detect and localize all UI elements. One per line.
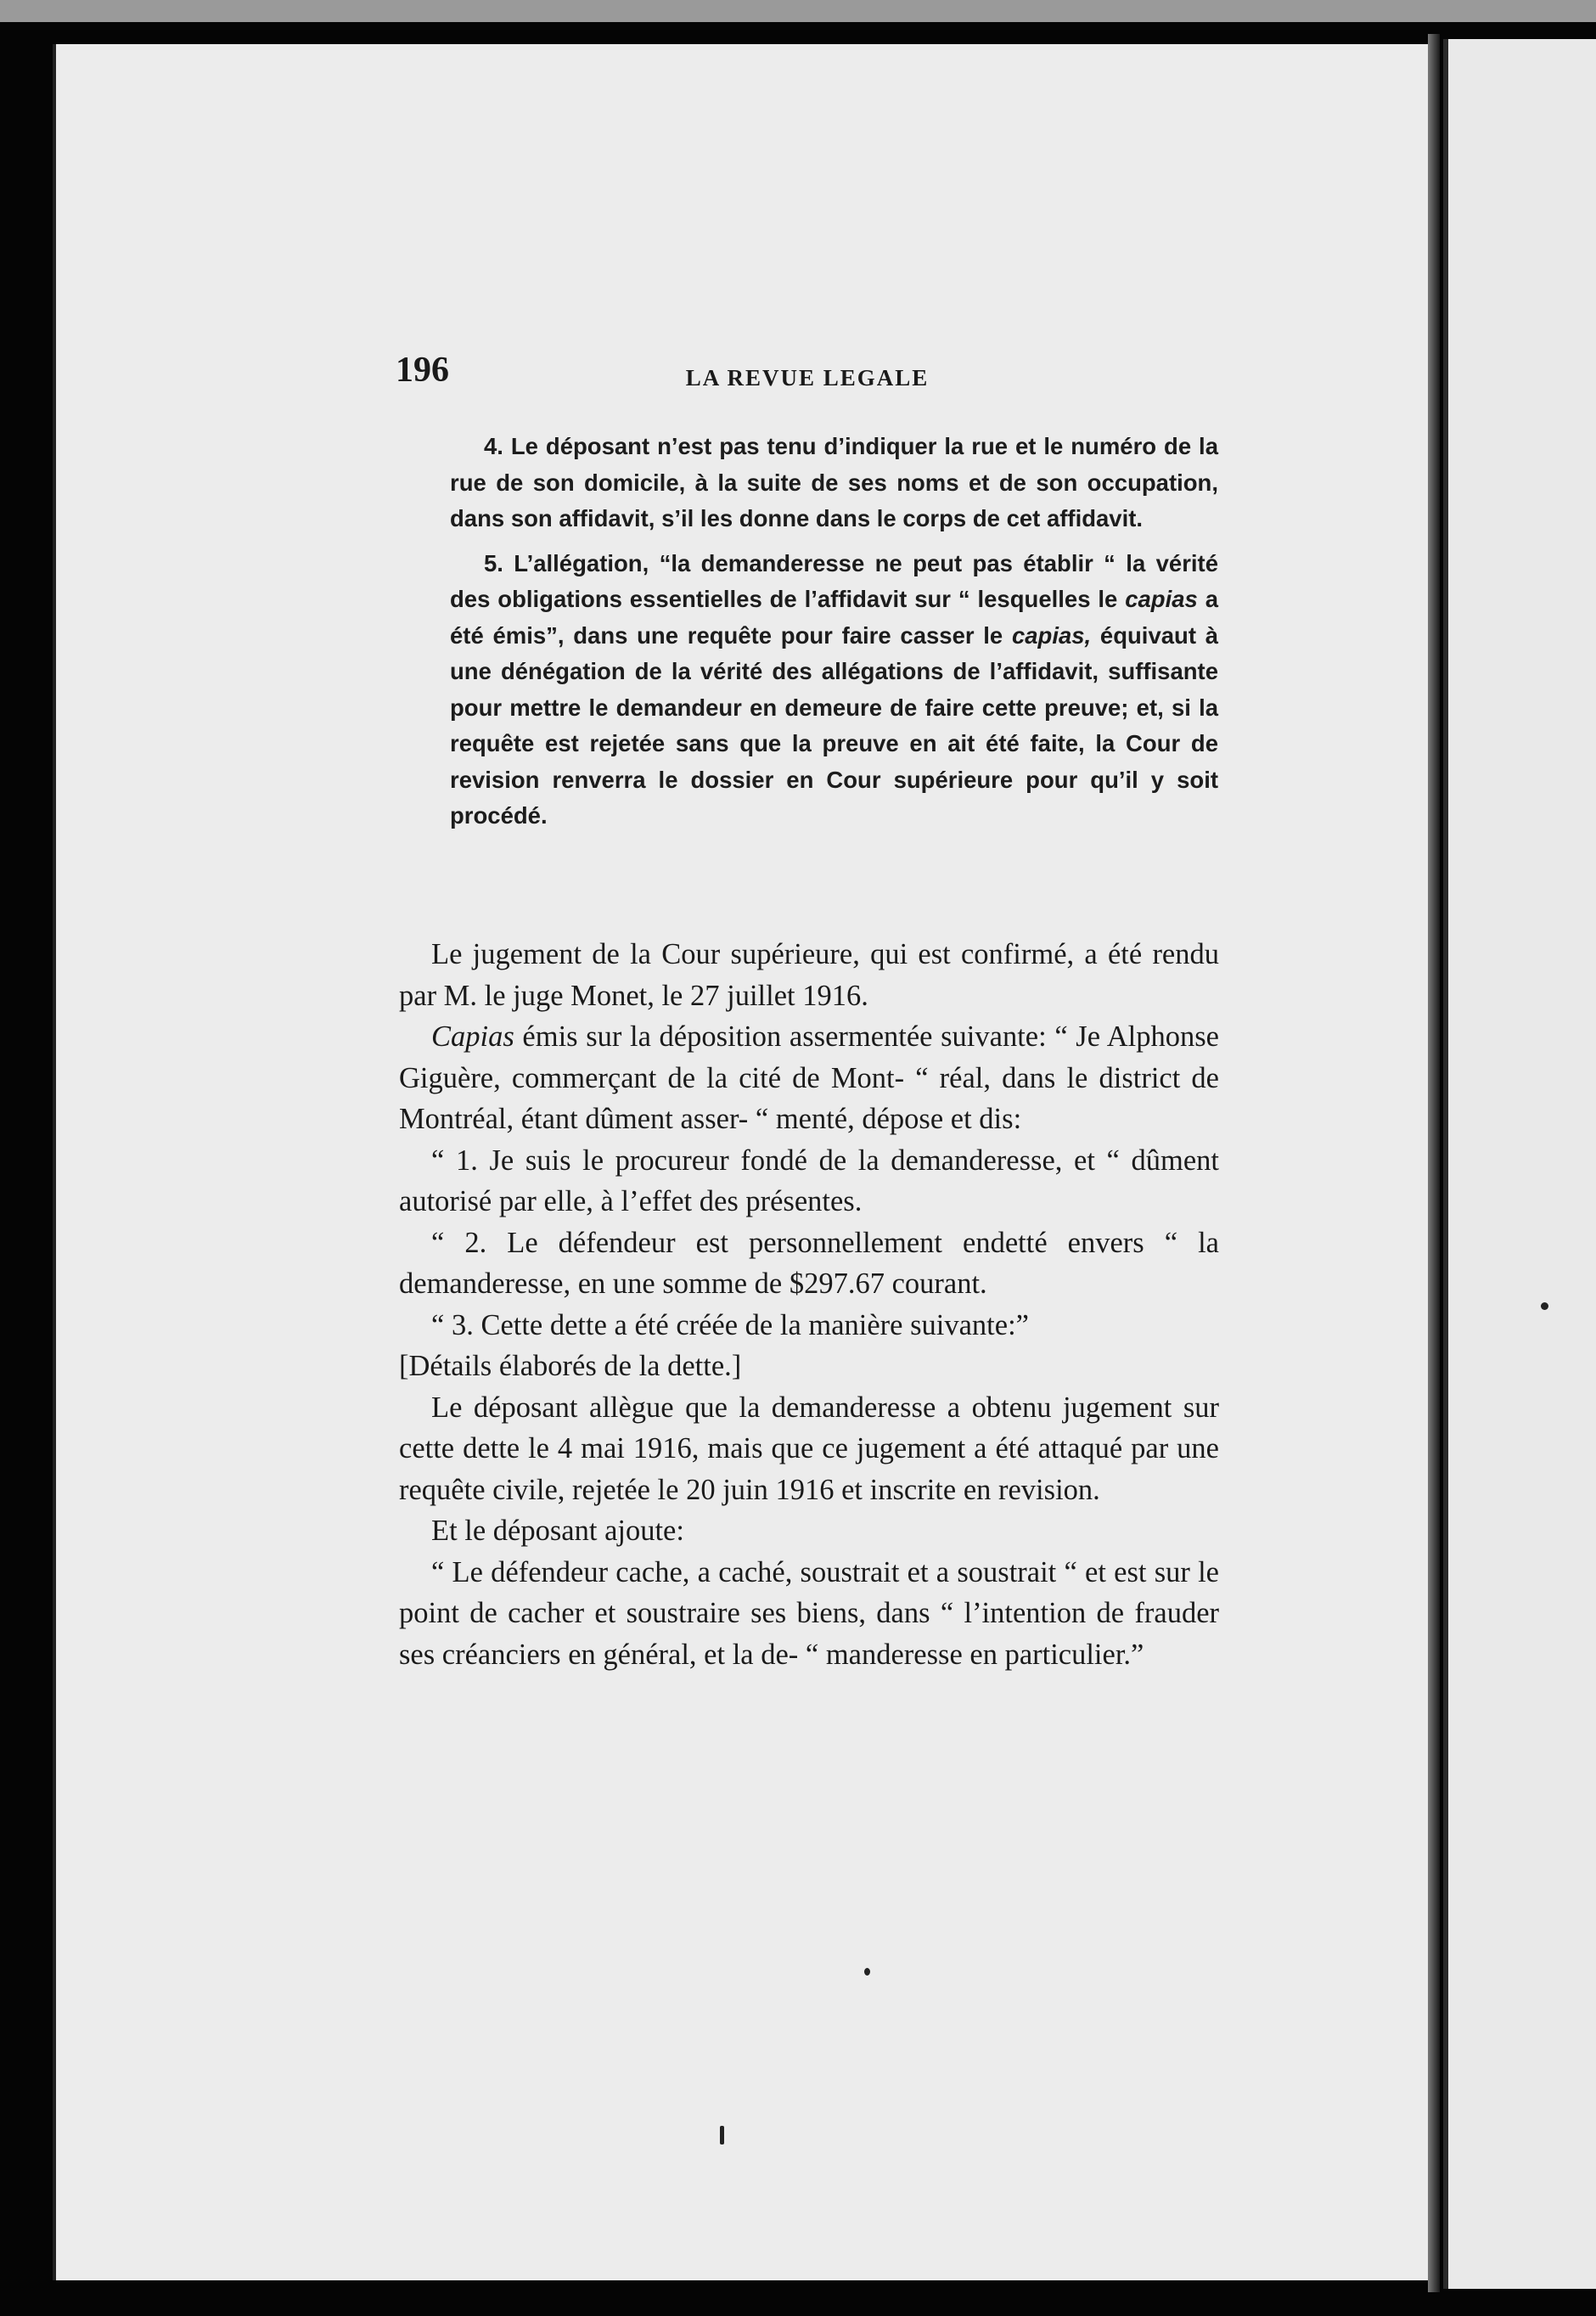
capias-paragraph xyxy=(399,1016,1219,1140)
capias-intro-text: émis sur la déposition assermentée suivante: “ Je Alphonse Giguère, commerçant de la cité de Mont- “ réal, dans le district de Montréal, étant dûment asser- “ menté, dépose et dis: xyxy=(399,1020,1219,1135)
facing-page-border xyxy=(1443,39,1448,2289)
judgment-paragraph: Le jugement de la Cour supérieure, qui est confirmé, a été rendu par M. le juge Monet, le 27 juillet 1916. xyxy=(399,938,1219,1012)
page-number: 196 xyxy=(396,351,449,390)
scan-speck xyxy=(864,1968,870,1976)
scan-speck xyxy=(720,2126,724,2145)
page-gutter-shadow xyxy=(1428,34,1440,2292)
summary-point-5-part-c: a été émis”, dans une requête pour faire casser le xyxy=(450,586,1218,649)
page-header xyxy=(396,346,1219,397)
scan-speck xyxy=(1541,1302,1548,1310)
debt-details: [Détails élaborés de la dette.] xyxy=(399,1350,742,1382)
quote-paragraph: “ Le défendeur cache, a caché, soustrait et a soustrait “ et est sur le point de cacher et soustraire ses biens, dans “ l’intention de frauder ses créanciers en général, et la de- “ manderesse en particulier.” xyxy=(399,1555,1219,1671)
summary-point-5-part-e: équivaut à une dénégation de la vérité des allégations de l’affidavit, suffisante pour mettre le demandeur en demeure de faire cette preuve; et, si la requête est rejetée sans que la preuve en ait été faite, la Cour de revision renverra le dossier en Cour supérieure pour qu’il y soit procédé. xyxy=(450,621,1218,829)
capias-term: capias xyxy=(1125,586,1198,612)
allegation-paragraph: Le déposant allègue que la demanderesse a obtenu jugement sur cette dette le 4 mai 1916, mais que ce jugement a été attaqué par une requête civile, rejetée le 20 juin 1916 et inscrite en revision. xyxy=(399,1391,1219,1506)
summary-point-5-part-a: 5. L’allégation, “la demanderesse ne peut pas établir “ la vérité des obligations essentielles de l’affidavit sur “ lesquelles le xyxy=(450,549,1218,612)
adds-paragraph: Et le déposant ajoute: xyxy=(431,1515,684,1547)
summary-point-4: 4. Le déposant n’est pas tenu d’indiquer la rue et le numéro de la rue de son domicile, à la suite de ses noms et de son occupation, dans son affidavit, s’il les donne dans le corps de cet affidavit. xyxy=(450,433,1218,531)
judgment-body xyxy=(399,934,1219,1675)
headnote-summary xyxy=(450,429,1218,843)
clause-2: “ 2. Le défendeur est personnellement endetté envers “ la demanderesse, en une somme de $297.67 courant. xyxy=(399,1226,1219,1300)
scan-top-strip xyxy=(0,0,1596,22)
capias-term: Capias xyxy=(431,1020,514,1053)
capias-term: capias, xyxy=(1011,621,1092,649)
facing-page-edge xyxy=(1443,39,1596,2289)
summary-point-5 xyxy=(450,546,1218,835)
clause-3: “ 3. Cette dette a été créée de la manière suivante:” xyxy=(431,1308,1029,1341)
running-title: LA REVUE LEGALE xyxy=(685,365,930,391)
clause-1: “ 1. Je suis le procureur fondé de la demanderesse, et “ dûment autorisé par elle, à l’effet des présentes. xyxy=(399,1144,1219,1217)
